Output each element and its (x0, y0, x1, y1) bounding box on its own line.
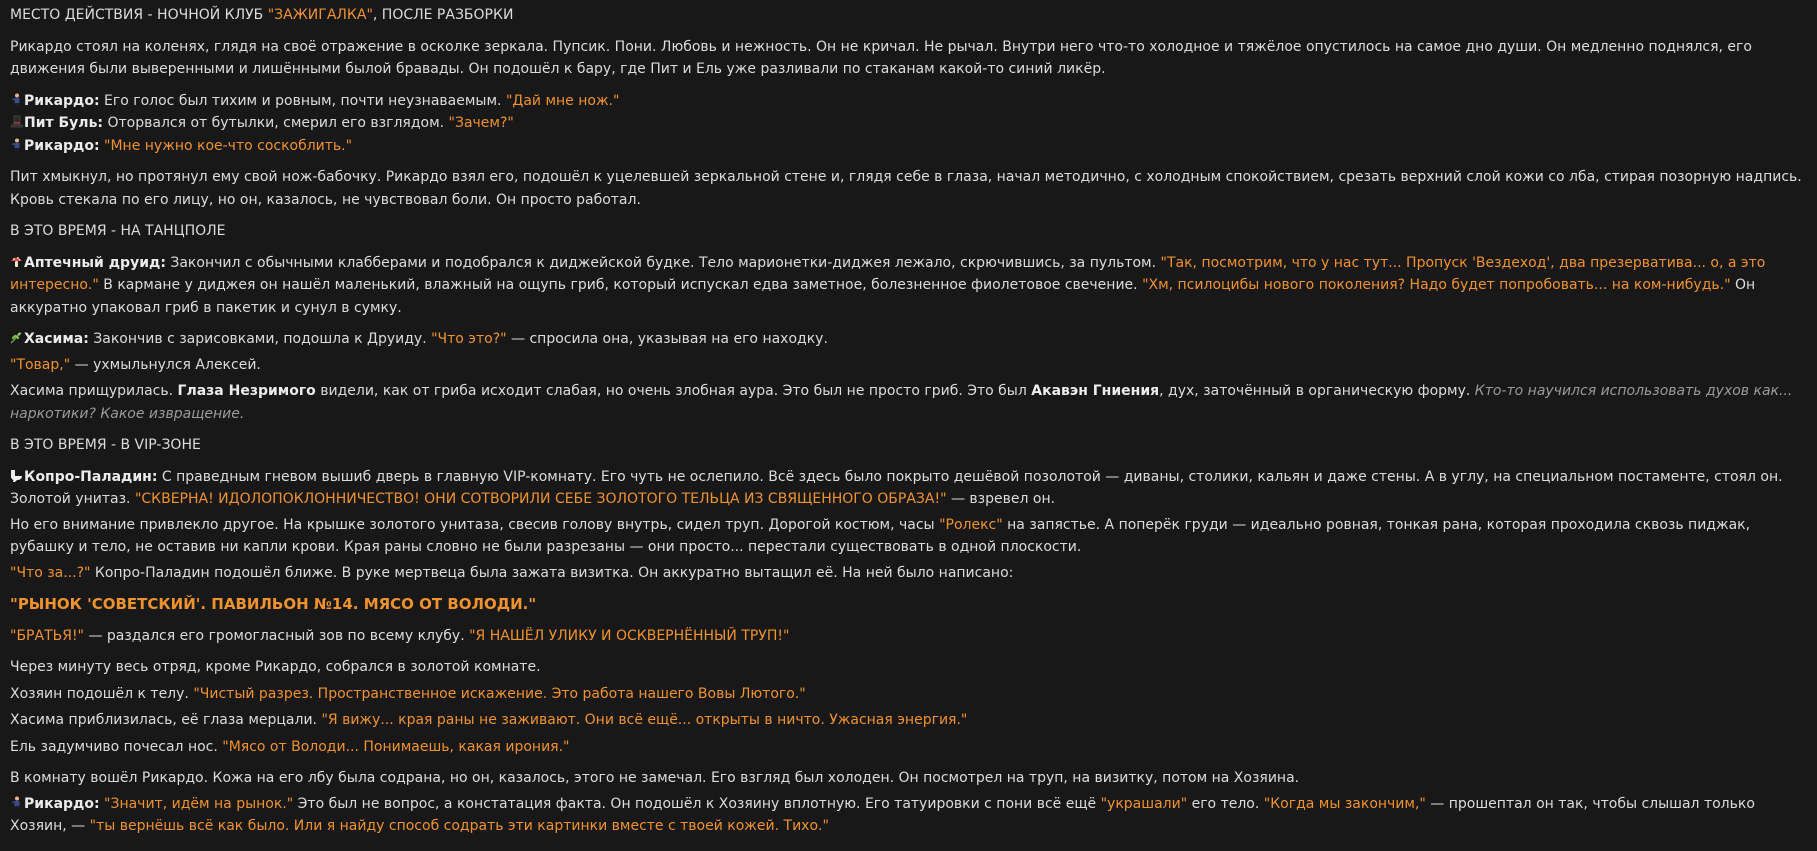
business-card-text: "РЫНОК 'СОВЕТСКИЙ'. ПАВИЛЬОН №14. МЯСО ОТ ВОЛОДИ." (10, 595, 537, 613)
top-hat-icon (10, 112, 23, 135)
ricardo-icon (10, 793, 23, 816)
dialogue-ricardo-1 (10, 90, 1807, 113)
dialogue-text: его тело. (1187, 795, 1264, 812)
dialogue-text: — прошептал он так, чтобы слышал только Хозяин, — (10, 795, 1755, 834)
paragraph-gathering: Через минуту весь отряд, кроме Рикардо, собрался в золотой комнате. (10, 659, 541, 675)
narration-text: Копро-Паладин подошёл ближе. В руке мертвеца была зажата визитка. Он аккуратно вытащил её. На ней было написано: (90, 564, 1014, 581)
dialogue-quote: "Что за...?" (10, 564, 91, 581)
dialogue-pit-bull (10, 112, 1807, 135)
speaker-name: Пит Буль: (24, 115, 104, 131)
narration-text: Хозяин подошёл к телу. (10, 685, 194, 702)
speaker-name: Хасима: (24, 331, 89, 347)
speaker-name: Копро-Паладин: (24, 468, 158, 485)
section-vip-title: В ЭТО ВРЕМЯ - В VIP-ЗОНЕ (10, 437, 201, 453)
dialogue-quote: "Значит, идём на рынок." (104, 795, 294, 812)
section-dancefloor-title: В ЭТО ВРЕМЯ - НА ТАНЦПОЛЕ (10, 223, 226, 239)
dialogue-text: Оторвался от бутылки, смерил его взглядом. (103, 115, 449, 131)
dialogue-quote: "Так, посмотрим, что у нас тут... Пропуск 'Вездеход', два презерватива... о, а это интересно." (10, 254, 1766, 293)
narration-text: Хасима приблизилась, её глаза мерцали. (10, 712, 322, 728)
dialogue-quote: "Что это?" (431, 331, 507, 347)
bold-term: Акавэн Гниения (1031, 383, 1160, 399)
dialogue-quote: "Товар," (10, 356, 71, 373)
dialogue-ricardo-final (10, 793, 1807, 838)
speaker-name: Рикардо: (24, 137, 100, 154)
speaker-name: Рикардо: (24, 92, 100, 109)
speaker-name: Аптечный друид: (24, 254, 166, 271)
scene-header-suffix: , ПОСЛЕ РАЗБОРКИ (372, 7, 514, 23)
bold-term: Глаза Незримого (177, 383, 316, 399)
dialogue-brothers (10, 625, 1807, 648)
dialogue-quote: "Чистый разрез. Пространственное искажение. Это работа нашего Вовы Лютого." (193, 685, 806, 702)
dialogue-text: Его голос был тихим и ровным, почти неузнаваемым. (99, 92, 506, 109)
herb-icon (10, 328, 23, 351)
narration-text: видели, как от гриба исходит слабая, но очень злобная аура. Это был не просто гриб. Это был (315, 383, 1032, 399)
dialogue-owner (10, 683, 1807, 706)
scene-header-prefix: МЕСТО ДЕЙСТВИЯ - НОЧНОЙ КЛУБ (10, 7, 268, 23)
dialogue-tovar (10, 354, 1807, 377)
paragraph-ricardo-enters: В комнату вошёл Рикардо. Кожа на его лбу была содрана, но он, казалось, этого не замечал. Его взгляд был холоден. Он посмотрел на труп, на визитку, потом на Хозяина. (10, 770, 1300, 786)
dialogue-text: Он аккуратно упаковал гриб в пакетик и сунул в сумку. (10, 277, 1756, 316)
narration-text: , дух, заточённый в органическую форму. (1159, 383, 1475, 399)
paragraph-intro: Рикардо стоял на коленях, глядя на своё отражение в осколке зеркала. Пупсик. Пони. Любовь и нежность. Он не кричал. Не рычал. Внутри него что-то холодное и тяжёлое опустилось на самое дно души. Он медленно поднялся, его движения были выверенными и лишёнными былой бравады. Он подошёл к бару, где Пит и Ель уже разливали по стаканам какой-то синий ликёр. (10, 38, 1752, 77)
ricardo-icon (10, 90, 23, 113)
dialogue-text: С праведным гневом вышиб дверь в главную VIP-комнату. Его чуть не ослепило. Всё здесь было покрыто дешёвой позолотой — диваны, столики, кальян и даже стены. А в углу, на специальном постаменте, стоял он. Золотой унитаз. (10, 468, 1783, 507)
paragraph-corpse (10, 514, 1807, 559)
narration-text: Но его внимание привлекло другое. На крышке золотого унитаза, свесив голову внутрь, сидел труп. Дорогой костюм, часы (10, 516, 940, 533)
paragraph-card (10, 562, 1807, 585)
toilet-icon (10, 466, 23, 489)
dialogue-quote: "Я НАШЁЛ УЛИКУ И ОСКВЕРНЁННЫЙ ТРУП!" (469, 627, 790, 644)
dialogue-paladin (10, 466, 1807, 511)
dialogue-quote: "Мясо от Володи... Понимаешь, какая ирония." (222, 738, 570, 755)
dialogue-quote: "ты вернёшь всё как было. Или я найду способ содрать эти картинки вместе с твоей кожей. Тихо." (89, 818, 829, 834)
paragraph-knife: Пит хмыкнул, но протянул ему свой нож-бабочку. Рикардо взял его, подошёл к уцелевшей зеркальной стене и, глядя себе в глаза, начал методично, с холодным спокойствием, срезать верхний слой кожи со лба, стирая позорную надпись. Кровь стекала по его лицу, но он, казалось, не чувствовал боли. Он просто работал. (10, 169, 1802, 208)
dialogue-quote: "СКВЕРНА! ИДОЛОПОКЛОННИЧЕСТВО! ОНИ СОТВОРИЛИ СЕБЕ ЗОЛОТОГО ТЕЛЬЦА ИЗ СВЯЩЕННОГО ОБРАЗА!" (134, 491, 947, 507)
dialogue-quote: "Когда мы закончим," (1263, 795, 1426, 812)
dialogue-text: Это был не вопрос, а констатация факта. Он подошёл к Хозяину вплотную. Его татуировки с пони всё ещё (293, 795, 1101, 812)
scene-header (10, 4, 1807, 27)
dialogue-text: В кармане у диджея он нашёл маленький, влажный на ощупь гриб, который испускал едва заметное, болезненное фиолетовое свечение. (98, 277, 1143, 293)
speaker-name: Рикардо: (24, 795, 100, 812)
dialogue-text: — ухмыльнулся Алексей. (70, 356, 261, 373)
dialogue-text: — раздался его громогласный зов по всему клубу. (84, 627, 470, 644)
inner-thought: Кто-то научился использовать духов как... наркотики? Какое извращение. (10, 383, 1793, 422)
dialogue-quote: "Ролекс" (939, 516, 1003, 533)
dialogue-text: — взревел он. (946, 491, 1056, 507)
dialogue-text: Закончив с зарисовками, подошла к Друиду. (88, 331, 432, 347)
dialogue-druid (10, 252, 1807, 320)
dialogue-quote: "БРАТЬЯ!" (10, 627, 84, 644)
mushroom-icon (10, 252, 23, 275)
dialogue-text: Закончил с обычными клабберами и подобрался к диджейской будке. Тело марионетки-диджея лежало, скрючившись, за пультом. (165, 254, 1161, 271)
paragraph-hasima-vision (10, 380, 1807, 425)
dialogue-quote: "Хм, псилоцибы нового поколения? Надо будет попробовать... на ком-нибудь." (1142, 277, 1731, 293)
narration-text: Хасима прищурилась. (10, 383, 178, 399)
dialogue-ricardo-2 (10, 135, 1807, 158)
dialogue-quote: "Дай мне нож." (505, 92, 620, 109)
club-name: "ЗАЖИГАЛКА" (267, 7, 373, 23)
dialogue-quote: "Я вижу... края раны не заживают. Они всё ещё... открыты в ничто. Ужасная энергия." (321, 712, 968, 728)
dialogue-hasima (10, 328, 1807, 351)
narration-text: Ель задумчиво почесал нос. (10, 738, 223, 755)
dialogue-el (10, 736, 1807, 759)
ricardo-icon (10, 135, 23, 158)
dialogue-quote: "Зачем?" (448, 115, 514, 131)
dialogue-text: — спросила она, указывая на его находку. (506, 331, 828, 347)
dialogue-quote: "Мне нужно кое-что соскоблить." (104, 137, 353, 154)
dialogue-quote: "украшали" (1100, 795, 1188, 812)
narration-text: на запястье. А поперёк груди — идеально ровная, тонкая рана, которая проходила сквозь пиджак, рубашку и тело, не оставив ни капли крови. Края раны словно не были разрезаны — они просто... перестали существовать в одной плоскости. (10, 516, 1751, 555)
dialogue-hasima-2 (10, 709, 1807, 732)
